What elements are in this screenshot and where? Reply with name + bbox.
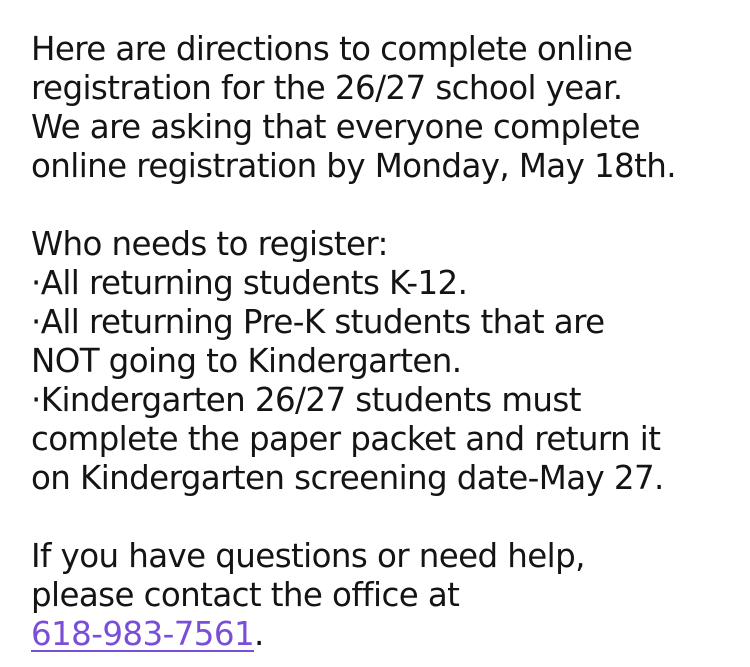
phone-link[interactable]: 618-983-7561 [31,615,255,653]
text-line: NOT going to Kindergarten. [31,342,462,380]
paragraph-contact [31,537,746,654]
paragraph-intro [31,30,746,186]
text-line: please contact the office at [31,576,460,614]
message-body [31,30,746,654]
text-line: If you have questions or need help, [31,537,585,575]
text-line: ·Kindergarten 26/27 students must [31,381,581,419]
text-line: We are asking that everyone complete [31,108,640,146]
paragraph-who-registers [31,225,746,498]
paragraph-spacer [31,186,746,225]
text-line: ·All returning students K-12. [31,264,468,302]
trailing-period: . [254,615,264,653]
text-line: complete the paper packet and return it [31,420,661,458]
text-line: on Kindergarten screening date-May 27. [31,459,664,497]
paragraph-spacer [31,498,746,537]
text-line: registration for the 26/27 school year. [31,69,623,107]
phone-line [31,615,746,654]
text-line: Here are directions to complete online [31,30,633,68]
section-heading: Who needs to register: [31,225,388,263]
text-line: ·All returning Pre-K students that are [31,303,605,341]
text-line: online registration by Monday, May 18th. [31,147,677,185]
